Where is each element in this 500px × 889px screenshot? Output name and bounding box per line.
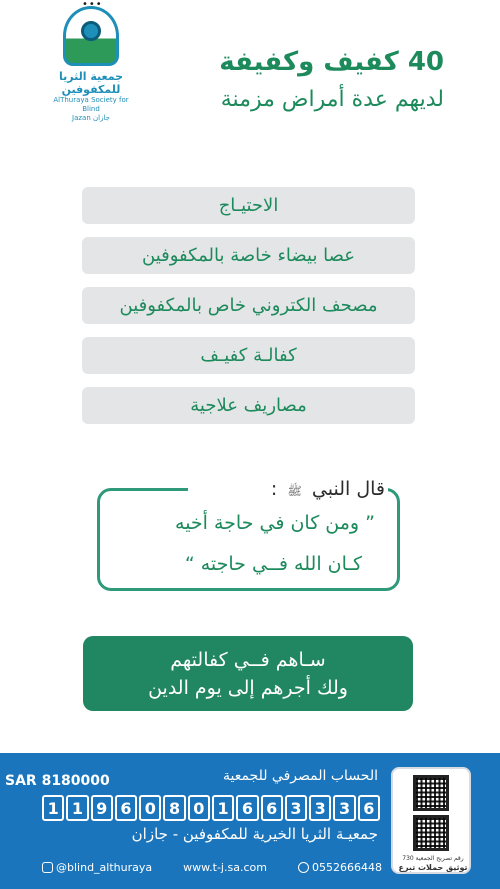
contact-row <box>42 861 382 874</box>
account-digit: 0 <box>188 795 210 821</box>
social-handle[interactable] <box>42 861 152 874</box>
logo-crown: ••• <box>82 0 103 10</box>
whatsapp-icon <box>298 862 309 873</box>
phone-number[interactable] <box>298 861 382 874</box>
account-digit: 6 <box>358 795 380 821</box>
account-digit: 8 <box>163 795 185 821</box>
cta-banner <box>83 636 413 711</box>
headline-count: 40 كفيف وكفيفة <box>219 47 444 77</box>
need-item-sponsorship: كفالـة كفيـف <box>82 337 415 374</box>
qr-code-icon[interactable] <box>413 775 449 811</box>
eye-icon <box>81 21 101 41</box>
campaign-verification: توثيق حملات تبرع <box>398 863 468 872</box>
website-text: www.t-j.sa.com <box>183 861 267 874</box>
account-digit: 1 <box>42 795 64 821</box>
account-digit: 6 <box>236 795 258 821</box>
instagram-icon <box>42 862 53 873</box>
phone-text: 0552666448 <box>312 861 382 874</box>
logo-city: Jazan جازان <box>72 114 110 122</box>
need-item-white-cane: عصا بيضاء خاصة بالمكفوفين <box>82 237 415 274</box>
cta-line-1: سـاهم فــي كفالتهم <box>170 648 326 671</box>
hadith-frame <box>97 488 400 591</box>
iban-prefix: SAR 8180000 <box>5 773 110 789</box>
hadith-line-2: كـان الله فــي حاجته “ <box>184 553 362 575</box>
hadith-title <box>271 478 385 501</box>
logo-name-en: AlThuraya Society for Blind <box>53 96 129 113</box>
hadith-colon: : <box>270 478 278 500</box>
website-link[interactable] <box>183 861 267 874</box>
qr-note <box>395 855 471 873</box>
account-digit: 0 <box>139 795 161 821</box>
account-digit: 3 <box>285 795 307 821</box>
hadith-line-1: ” ومن كان في حاجة أخيه <box>175 512 375 534</box>
society-full-name: جمعيـة الثريا الخيرية للمكفوفين - جازان <box>131 825 378 843</box>
hadith-intro: قال النبي <box>311 478 385 500</box>
pbuh-glyph: ﷺ <box>287 484 302 498</box>
needs-title: الاحتيـاج <box>82 187 415 224</box>
account-number <box>42 795 380 821</box>
account-digit: 9 <box>91 795 113 821</box>
account-digit: 1 <box>66 795 88 821</box>
eye-emblem-icon <box>63 0 119 66</box>
account-digit: 6 <box>115 795 137 821</box>
qr-code-icon[interactable] <box>413 815 449 851</box>
cta-line-2: ولك أجرهم إلى يوم الدين <box>148 676 348 699</box>
bank-account-title: الحساب المصرفي للجمعية <box>222 768 378 784</box>
account-digit: 1 <box>212 795 234 821</box>
logo-name-ar: جمعية الثريا للمكفوفين <box>59 70 123 96</box>
account-digit: 6 <box>261 795 283 821</box>
headline-subtitle: لديهم عدة أمراض مزمنة <box>220 87 444 112</box>
social-handle-text: @blind_althuraya <box>56 861 153 874</box>
account-digit: 3 <box>309 795 331 821</box>
headline <box>164 44 444 116</box>
need-item-medical-expenses: مصاريف علاجية <box>82 387 415 424</box>
society-logo <box>46 0 136 124</box>
license-number: رقم تصريح الجمعية 730 <box>402 855 464 862</box>
qr-card <box>391 767 471 874</box>
needs-list <box>82 187 415 437</box>
account-digit: 3 <box>333 795 355 821</box>
need-item-electronic-quran: مصحف الكتروني خاص بالمكفوفين <box>82 287 415 324</box>
